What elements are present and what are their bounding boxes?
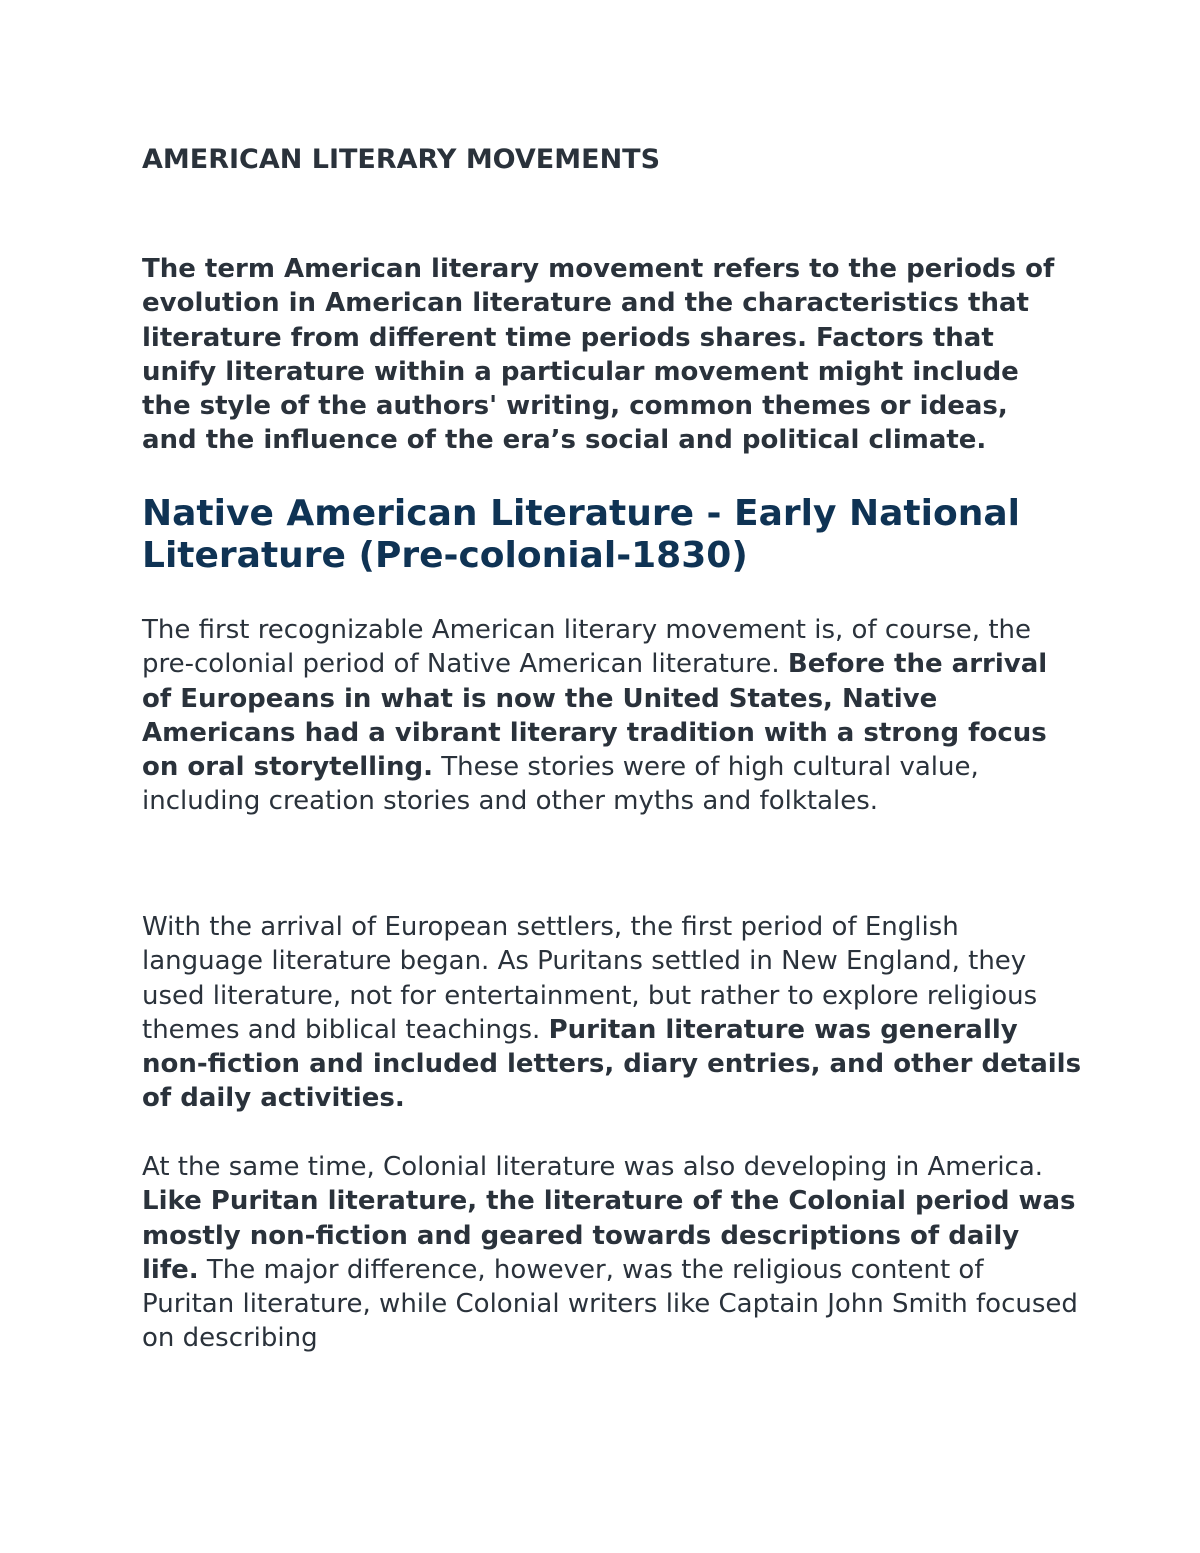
paragraph-text: At the same time, Colonial literature was also developing in America. bbox=[142, 1152, 1044, 1182]
paragraph-text: These stories were of high cultural value, including creation stories and other myths and folktales. bbox=[142, 752, 979, 817]
paragraph-bold-text: Before the arrival of Europeans in what is now the United States, Native Americans had a vibrant literary tradition with a strong focus on oral storytelling. bbox=[142, 649, 1048, 783]
section-heading: Native American Literature - Early National Literature (Pre-colonial-1830) bbox=[142, 493, 1020, 576]
intro-paragraph: The term American literary movement refers to the periods of evolution in American literature and the characteristics that literature from different time periods shares. Factors that unify literature within a particular movement might include the style of the authors' writing, common themes or ideas, and the influence of the era’s social and political climate. bbox=[142, 254, 1055, 456]
paragraph-bold-text: Like Puritan literature, the literature of the Colonial period was mostly non-fiction and geared towards descriptions of daily life. bbox=[142, 1186, 1076, 1285]
body-paragraph bbox=[142, 910, 1082, 1116]
body-paragraph bbox=[142, 613, 1082, 819]
paragraph-bold-text: Puritan literature was generally non-fiction and included letters, diary entries, and other details of daily activities. bbox=[142, 1014, 1082, 1114]
document-title: AMERICAN LITERARY MOVEMENTS bbox=[142, 144, 661, 175]
paragraph-text: The major difference, however, was the religious content of Puritan literature, while Colonial writers like Captain John Smith focused on describing bbox=[142, 1254, 1078, 1354]
paragraph-text: The first recognizable American literary movement is, of course, the pre-colonial period of Native American literature. bbox=[142, 615, 1031, 680]
paragraph-text: With the arrival of European settlers, the first period of English language literature began. As Puritans settled in New England, they used literature, not for entertainment, but rather to explore religious themes and biblical teachings. bbox=[142, 912, 1038, 1045]
body-paragraph bbox=[142, 1150, 1082, 1356]
